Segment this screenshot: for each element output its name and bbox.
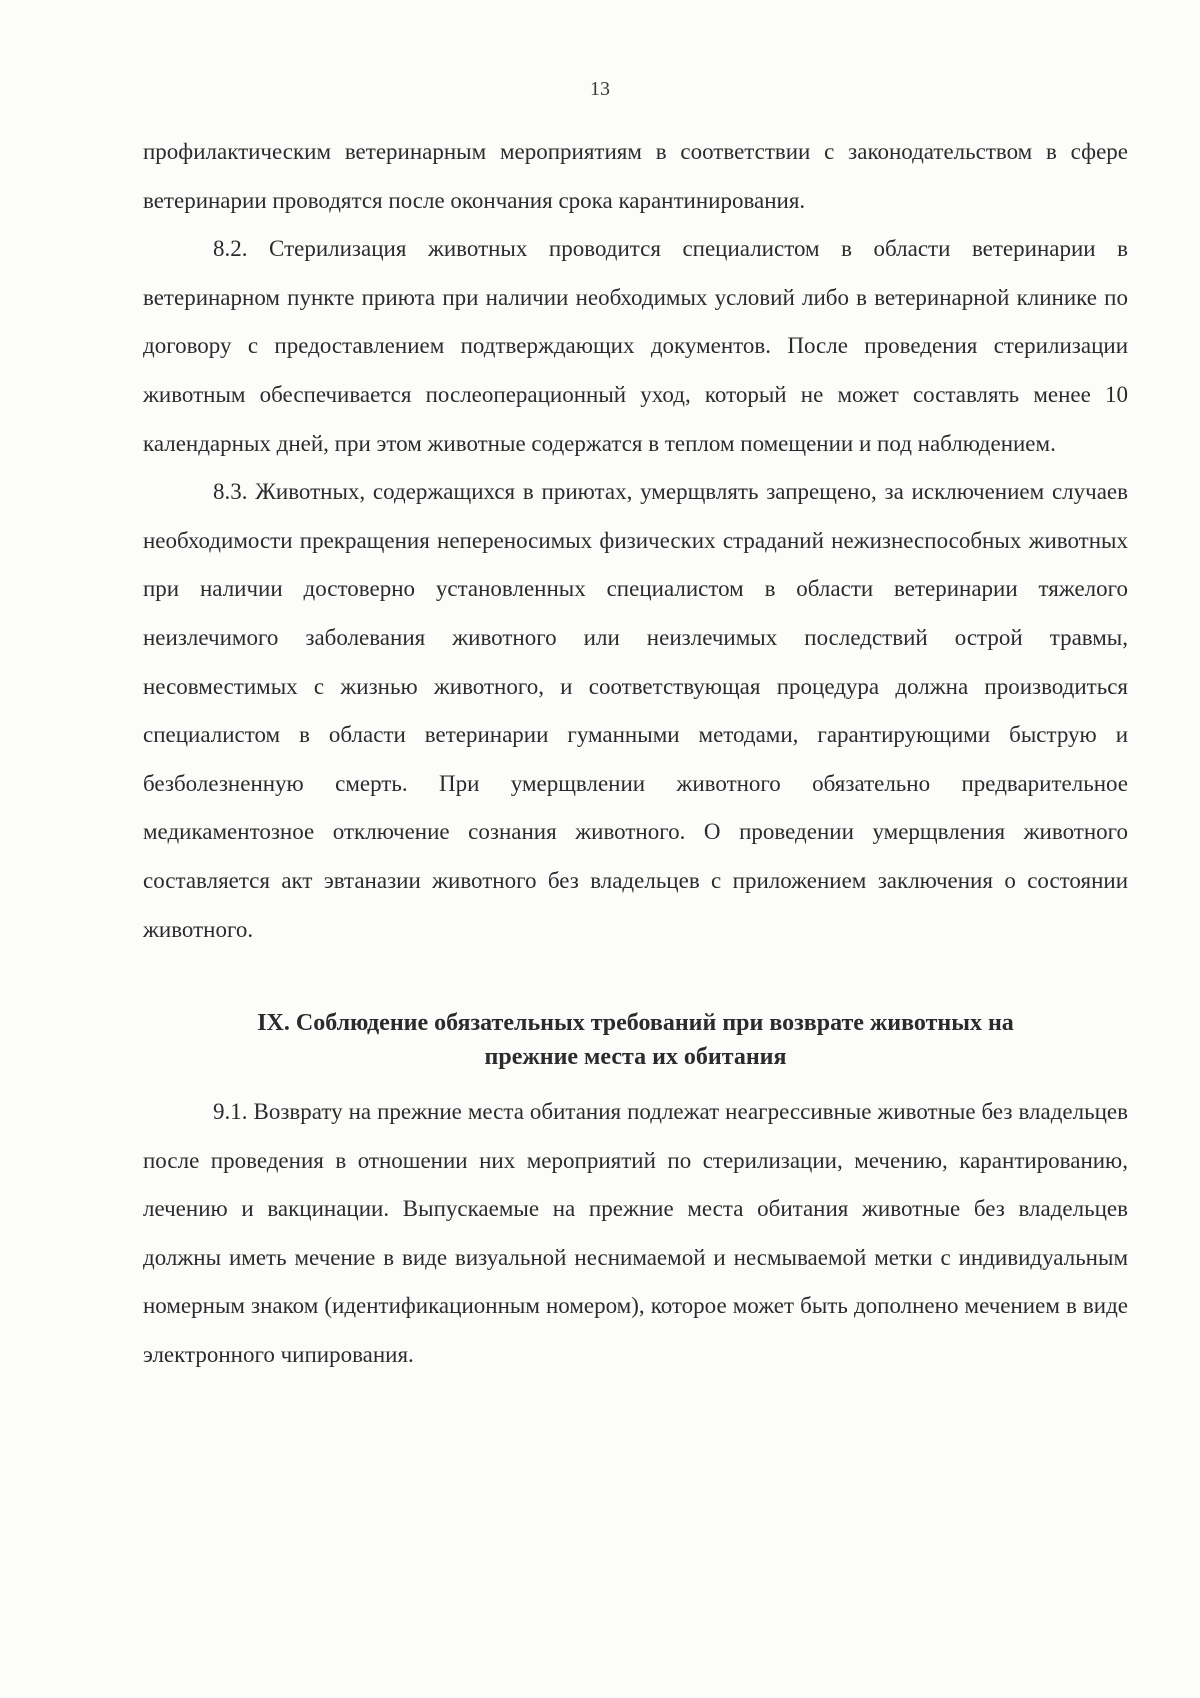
section-heading-line-1: IX. Соблюдение обязательных требований при возврате животных на [257,1010,1014,1037]
page-number: 13 [590,78,610,100]
paragraph-8-3: 8.3. Животных, содержащихся в приютах, умерщвлять запрещено, за исключением случаев необходимости прекращения непереносимых физических страданий нежизнеспособных животных при наличии достоверно установленных специалистом в области ветеринарии тяжелого неизлечимого заболевания животного или неизлечимых последствий острой травмы, несовместимых с жизнью животного, и соответствующая процедура должна производиться специалистом в области ветеринарии гуманными методами, гарантирующими быструю и безболезненную смерть. При умерщвлении животного обязательно предварительное медикаментозное отключение сознания животного. О проведении умерщвления животного составляется акт эвтаназии животного без владельцев с приложением заключения о состоянии животного. [143,479,1128,942]
section-heading-line-2: прежние места их обитания [484,1044,787,1071]
document-body [143,128,1128,1380]
paragraph-8-2: 8.2. Стерилизация животных проводится специалистом в области ветеринарии в ветеринарном пункте приюта при наличии необходимых условий либо в ветеринарной клинике по договору с предоставлением подтверждающих документов. После проведения стерилизации животным обеспечивается послеоперационный уход, который не может составлять менее 10 календарных дней, при этом животные содержатся в теплом помещении и под наблюдением. [143,236,1128,456]
paragraph-9-1: 9.1. Возврату на прежние места обитания подлежат неагрессивные животные без владельцев после проведения в отношении них мероприятий по стерилизации, мечению, карантированию, лечению и вакцинации. Выпускаемые на прежние места обитания животные без владельцев должны иметь мечение в виде визуальной неснимаемой и несмываемой метки с индивидуальным номерным знаком (идентификационным номером), которое может быть дополнено мечением в виде электронного чипирования. [143,1099,1128,1368]
paragraph-continuation: профилактическим ветеринарным мероприятиям в соответствии с законодательством в сфере ветеринарии проводятся после окончания срока карантинирования. [143,139,1128,213]
section-heading-ix [143,1006,1128,1074]
